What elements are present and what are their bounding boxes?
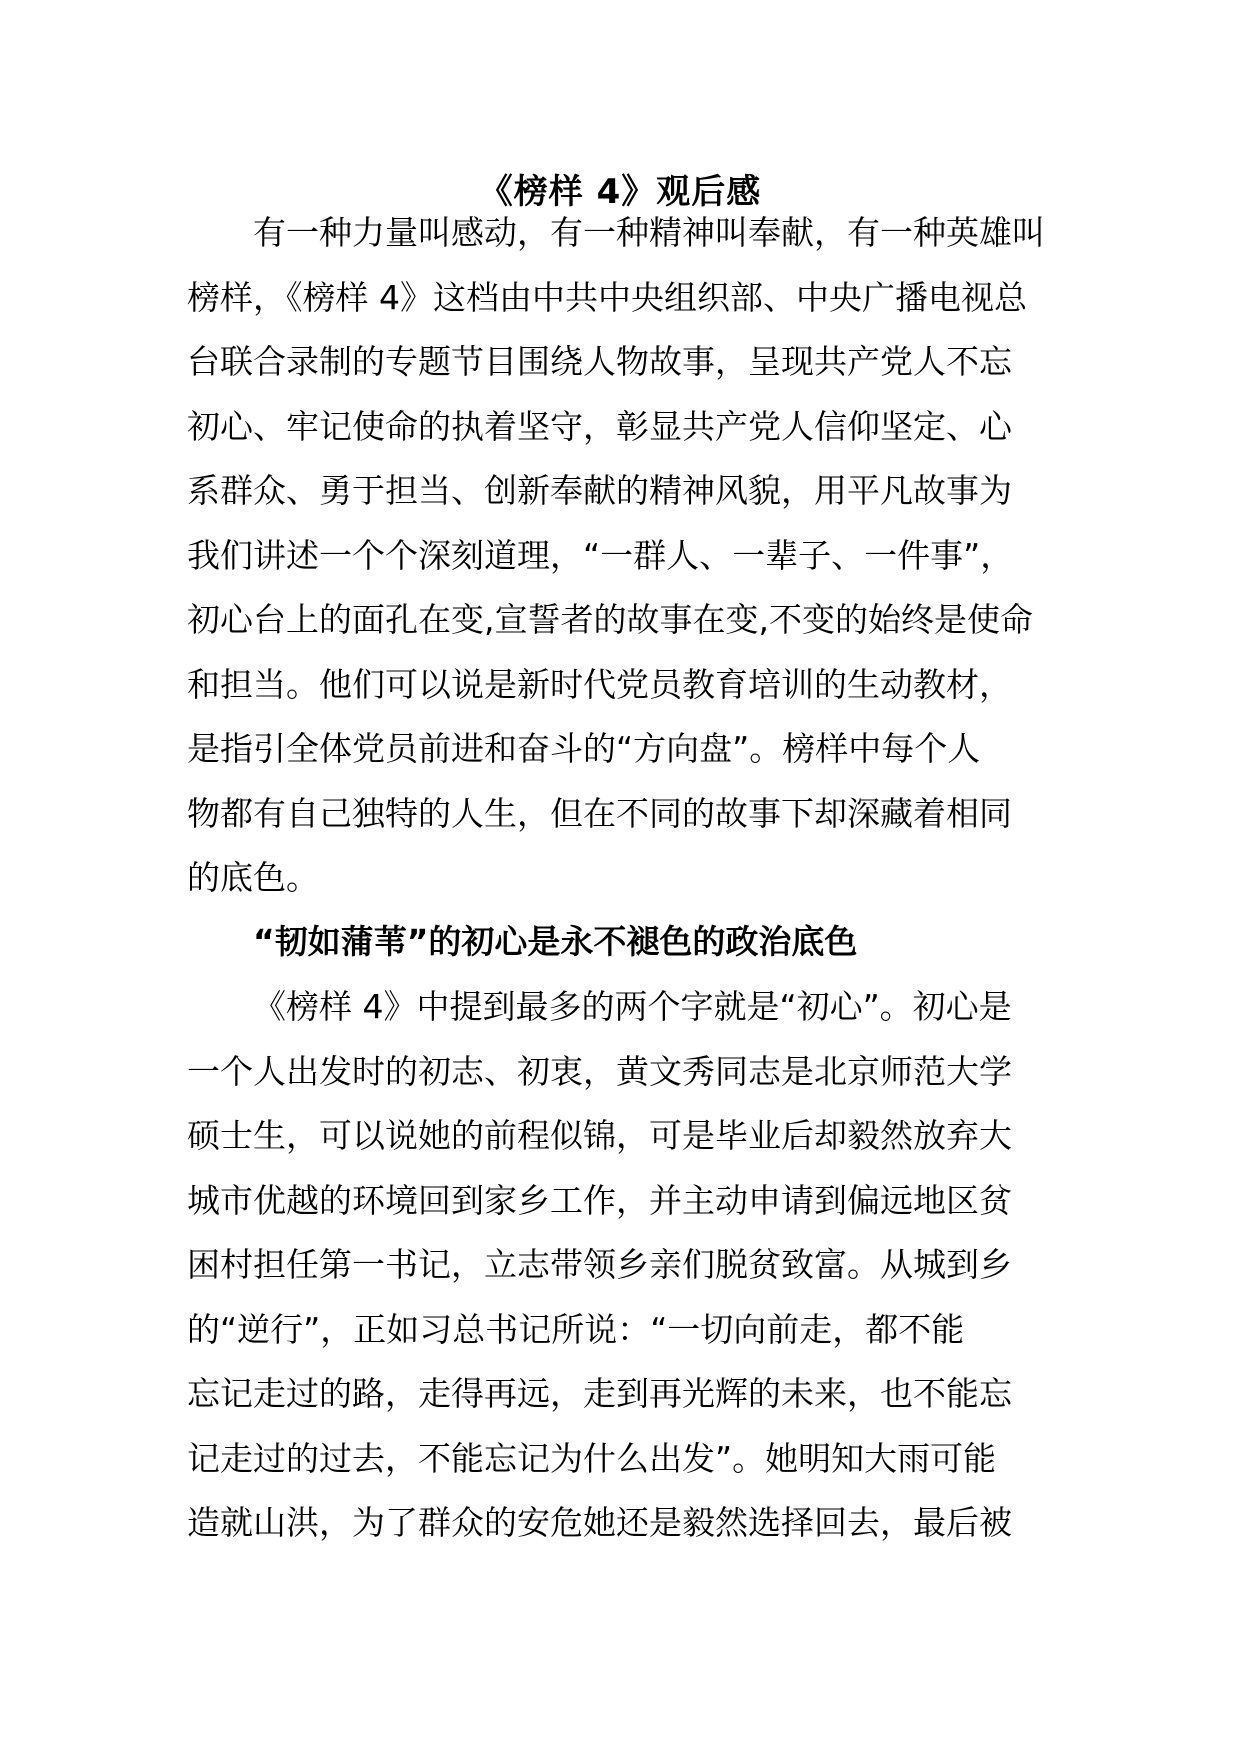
text-line: 记走过的过去，不能忘记为什么出发”。她明知大雨可能 [187,1438,997,1478]
text-line: 我们讲述一个个深刻道理，“一群人、一辈子、一件事”， [187,535,1014,575]
paragraph-section1 [187,975,1057,1556]
text-line: 榜样，《榜样 4》这档由中共中央组织部、中央广播电视总 [187,277,1027,317]
text-line: 是指引全体党员前进和奋斗的“方向盘”。榜样中每个人 [187,729,981,768]
text-line: 造就山洪，为了群众的安危她还是毅然选择回去，最后被 [187,1503,1012,1542]
text-line: 系群众、勇于担当、创新奉献的精神风貌，用平凡故事为 [187,471,1012,510]
text-line: 的底色。 [187,858,319,897]
text-line: 《榜样 4》中提到最多的两个字就是“初心”。初心是 [253,987,1012,1026]
text-line: 初心、牢记使命的执着坚守，彰显共产党人信仰坚定、心 [187,406,1012,446]
section-heading: “韧如蒲苇”的初心是永不褪色的政治底色 [253,922,858,961]
text-line: 硕士生，可以说她的前程似锦，可是毕业后却毅然放弃大 [187,1116,1012,1155]
text-line: 城市优越的环境回到家乡工作，并主动申请到偏远地区贫 [187,1180,1012,1220]
page-title: 《榜样 4》观后感 [478,172,762,212]
text-line: 和担当。他们可以说是新时代党员教育培训的生动教材， [187,664,1012,704]
text-line: 物都有自己独特的人生，但在不同的故事下却深藏着相同 [187,793,1012,833]
text-line: 一个人出发时的初志、初衷，黄文秀同志是北京师范大学 [187,1051,1012,1091]
text-line: 困村担任第一书记，立志带领乡亲们脱贫致富。从城到乡 [187,1245,1012,1284]
paragraph-intro [187,201,1057,911]
text-line: 有一种力量叫感动，有一种精神叫奉献，有一种英雄叫 [253,213,1045,252]
text-line: 初心台上的面孔在变,宣誓者的故事在变,不变的始终是使命 [187,600,1033,639]
text-line: 台联合录制的专题节目围绕人物故事，呈现共产党人不忘 [187,342,1012,381]
text-line: 的“逆行”，正如习总书记所说：“一切向前走，都不能 [187,1309,965,1349]
text-line: 忘记走过的路，走得再远，走到再光辉的未来，也不能忘 [187,1374,1012,1413]
section-heading-block [187,910,1057,975]
